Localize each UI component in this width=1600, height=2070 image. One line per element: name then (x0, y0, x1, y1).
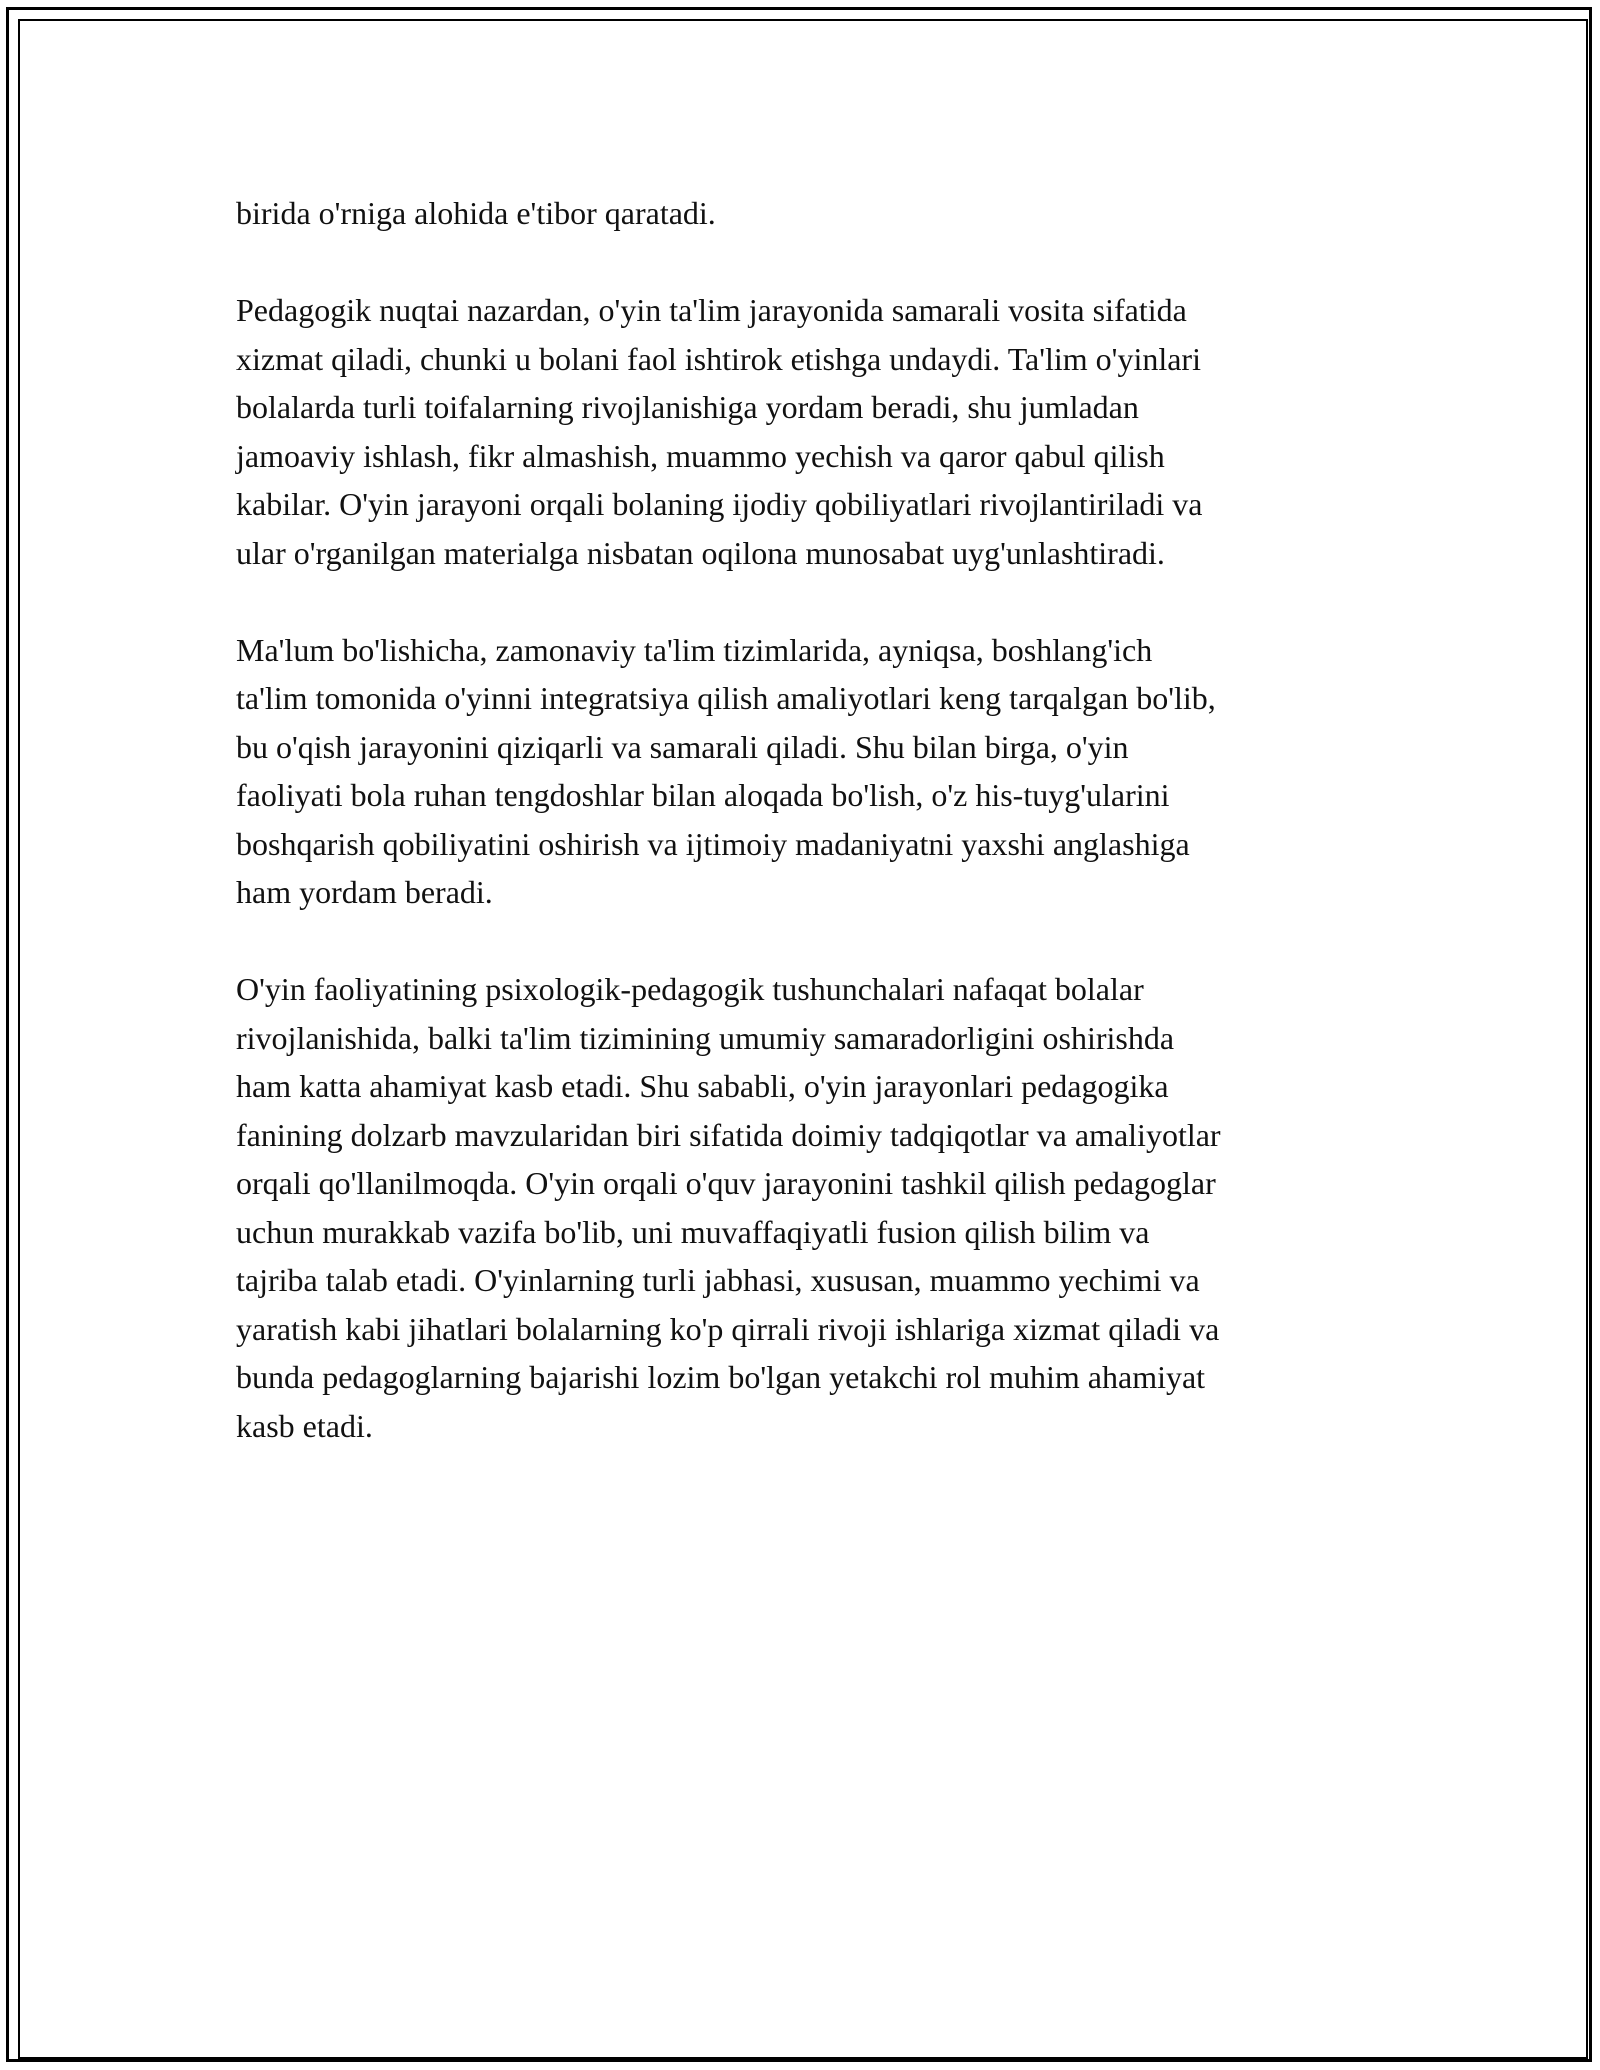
text-line: uchun murakkab vazifa bo'lib, uni muvaffaqiyatli fusion qilish bilim va (236, 1213, 1150, 1250)
paragraph-3 (236, 626, 1376, 917)
text-line: orqali qo'llanilmoqda. O'yin orqali o'quv jarayonini tashkil qilish pedagoglar (236, 1165, 1216, 1201)
text-line: ham yordam beradi. (236, 874, 493, 910)
text-line: boshqarish qobiliyatini oshirish va ijtimoiy madaniyatni yaxshi anglashiga (236, 825, 1190, 862)
text-line: ta'lim tomonida o'yinni integratsiya qilish amaliyotlari keng tarqalgan bo'lib, (236, 680, 1216, 716)
text-line: bu o'qish jarayonini qiziqarli va samarali qiladi. Shu bilan birga, o'yin (236, 728, 1129, 765)
paragraph-2 (236, 286, 1376, 577)
text-line: O'yin faoliyatining psixologik-pedagogik tushunchalari nafaqat bolalar (236, 971, 1144, 1007)
text-line: kasb etadi. (236, 1407, 373, 1444)
paragraph-4 (236, 965, 1376, 1450)
text-line: Pedagogik nuqtai nazardan, o'yin ta'lim jarayonida samarali vosita sifatida (236, 292, 1187, 328)
text-line: faoliyati bola ruhan tengdoshlar bilan aloqada bo'lish, o'z his-tuyg'ularini (236, 777, 1170, 813)
text-line: ham katta ahamiyat kasb etadi. Shu sababli, o'yin jarayonlari pedagogika (236, 1068, 1169, 1104)
text-line: Ma'lum bo'lishicha, zamonaviy ta'lim tizimlarida, ayniqsa, boshlang'ich (236, 631, 1153, 668)
text-line: xizmat qiladi, chunki u bolani faol ishtirok etishga undaydi. Ta'lim o'yinlari (236, 340, 1201, 377)
text-line: fanining dolzarb mavzularidan biri sifatida doimiy tadqiqotlar va amaliyotlar (236, 1116, 1221, 1153)
text-line: kabilar. O'yin jarayoni orqali bolaning ijodiy qobiliyatlari rivojlantiriladi va (236, 486, 1203, 522)
text-line: bunda pedagoglarning bajarishi lozim bo'lgan yetakchi rol muhim ahamiyat (236, 1359, 1206, 1395)
paragraph-1 (236, 189, 1376, 238)
text-line: ular o'rganilgan materialga nisbatan oqilona munosabat uyg'unlashtiradi. (236, 534, 1165, 571)
text-line: jamoaviy ishlash, fikr almashish, muammo yechish va qaror qabul qilish (236, 437, 1165, 474)
text-line: birida o'rniga alohida e'tibor qaratadi. (236, 195, 716, 231)
text-line: rivojlanishida, balki ta'lim tizimining umumiy samaradorligini oshirishda (236, 1019, 1175, 1056)
text-line: tajriba talab etadi. O'yinlarning turli jabhasi, xususan, muammo yechimi va (236, 1262, 1200, 1298)
text-line: yaratish kabi jihatlari bolalarning ko'p qirrali rivoji ishlariga xizmat qiladi va (236, 1310, 1220, 1347)
text-line: bolalarda turli toifalarning rivojlanishiga yordam beradi, shu jumladan (236, 389, 1139, 425)
document-body (236, 189, 1376, 1499)
